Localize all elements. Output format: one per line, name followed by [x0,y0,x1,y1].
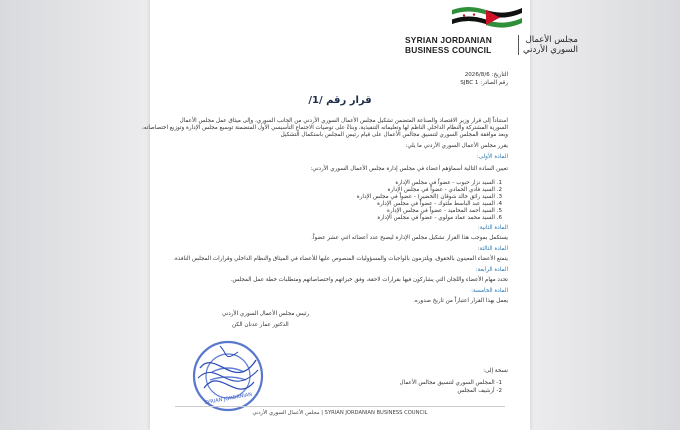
preamble-line: استناداً إلى قرار وزير الاقتصاد والصناعة المتضمن تشكيل مجلس الأعمال السوري الأردني من الجانب السوري، وإلى ميثاق عمل مجلس الأعمال [179,118,508,124]
stamp-text: SYRIAN JORDANIAN [203,391,253,407]
preamble-line: السورية المشتركة والنظام الداخلي الناظم لها وتعليماته التنفيذية، وبناءً على توصيات الاجتماع التأسيسي الأول المتضمنة توسيع مجلس الإدارة وتوزيع اختصاصاته، [141,125,508,131]
footer-divider [175,406,505,407]
article-5-text: يعمل بهذا القرار اعتباراً من تاريخ صدوره. [413,298,508,304]
background-left [0,0,150,430]
letter-page [141,0,578,430]
article-1-heading: المادة الأولى: [476,154,508,160]
member-item: 4. السيد عبد الباسط ملتوك - عضواً في مجلس الإدارة [377,201,502,207]
date-line: التاريخ: 2026/8/6 [464,72,508,78]
preamble-line: وبعد موافقة المجلس السوري لتنسيق مجالس الأعمال على قيام رئيس المجلس باستكمال التشكيل [280,132,508,138]
member-item: 1. السيد نزار حبوب - عضواً في مجلس الإدارة [395,180,502,186]
brand-english: SYRIAN JORDANIAN BUSINESS COUNCIL [405,35,492,55]
article-2-text: يستكمل بموجب هذا القرار تشكيل مجلس الإدارة ليصبح عدد أعضائه اثني عشر عضواً. [311,235,508,241]
cc-heading: نسخة إلى: [483,368,508,374]
official-stamp-icon [190,338,266,414]
member-item: 2. السيد فادي الحمادي - عضواً في مجلس الإدارة [387,187,502,193]
member-item: 6. السيد محمد عماد مولوي - عضواً في مجلس الإدارة [377,215,502,221]
article-2-heading: المادة الثانية: [477,225,508,231]
brand-arabic: مجلس الأعمال السوري الأردني [523,35,578,55]
background-right [530,0,680,430]
article-4-text: تحدد مهام الأعضاء واللجان التي يشاركون فيها بقرارات لاحقة، وفق خبراتهم واختصاصاتهم ومتطلبات خطة عمل المجلس. [230,277,508,283]
member-item: 3. السيد رائق خالد شوقان (الخضير) - عضواً في مجلس الإدارة [356,194,502,200]
member-item: 5. السيد أحمد المحاميد - عضواً في مجلس الإدارة [386,208,502,214]
article-3-text: يتمتع الأعضاء المعينون بالحقوق، ويلتزمون بالواجبات والمسؤوليات المنصوص عليها للأعضاء في الميثاق والنظام الداخلي وقرارات المجلس النافذة. [173,256,508,262]
reference-line: رقم الصادر: SJBC 1 [460,80,508,86]
cc-item: 1- المجلس السوري لتنسيق مجالس الأعمال [399,380,502,386]
cc-item: 2- أرشيف المجلس [457,388,502,394]
article-3-heading: المادة الثالثة: [477,246,508,252]
article-4-heading: المادة الرابعة: [475,267,508,273]
signer-name: الدكتور عمار عدنان الكن [232,322,289,328]
article-5-heading: المادة الخامسة: [471,288,508,294]
signer-role: رئيس مجلس الأعمال السوري الأردني [222,311,310,317]
brand-divider [518,35,519,55]
decision-title: قرار رقم /1/ [308,95,372,106]
footer-text: مجلس الأعمال السوري الأردني | SYRIAN JORDANIAN BUSINESS COUNCIL [252,410,428,416]
decides-line: يقرر مجلس الأعمال السوري الأردني ما يلي: [405,143,508,149]
article-1-intro: تعيين السادة التالية أسماؤهم أعضاء في مجلس إدارة مجلس الأعمال السوري الأردني: [310,166,508,172]
flags-logo-icon [450,4,524,30]
